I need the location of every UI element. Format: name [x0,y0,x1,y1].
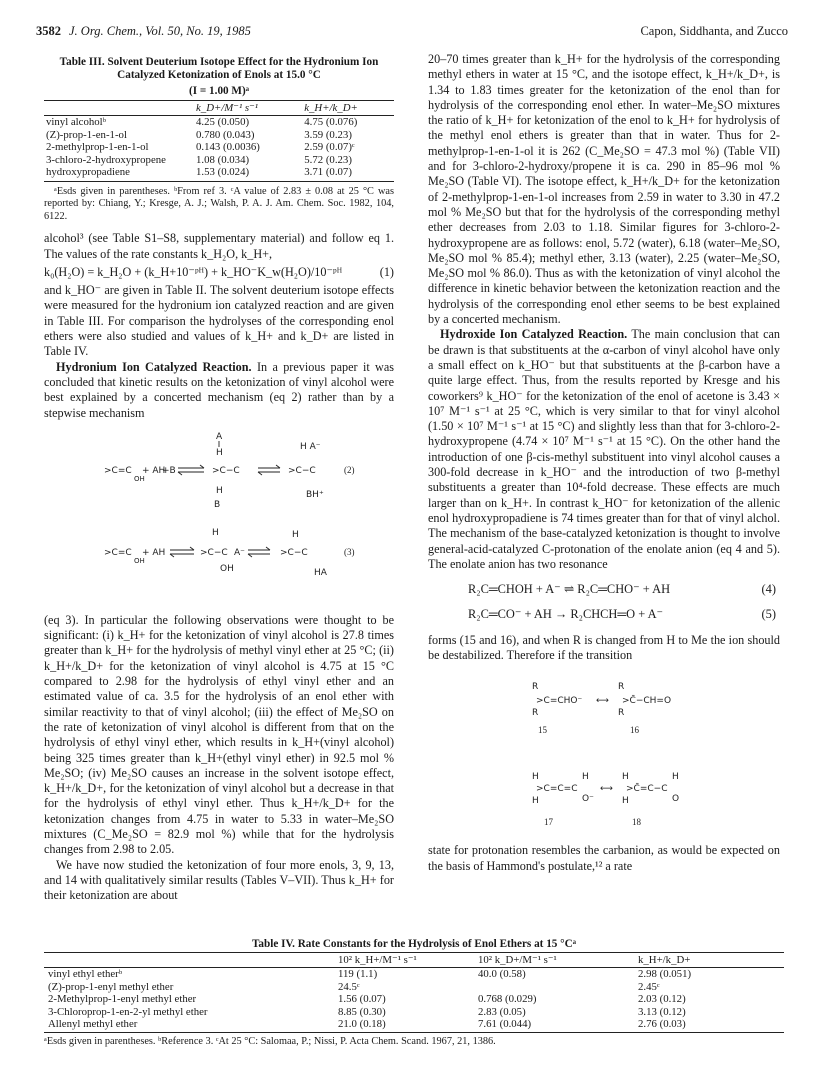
right-column [428,52,780,874]
page-number: 3582 [36,24,61,38]
equation-number: (4) [761,582,776,597]
table-row [44,154,394,167]
table-row [44,116,394,129]
scheme-eq3-label: (3) [344,546,355,557]
table3-col-ratio: k_H+/k_D+ [302,100,394,116]
table-cell: 3.71 (0.07) [302,166,394,181]
paragraph-text: The main conclusion that can be drawn is that substituents at the α-carbon of vinyl alcohol have only a small effect on k_HO⁻ but that substituents at the β-carbon have a quite large effect. Thus, from the results reported by Kresge and his coworkers⁹ k_HO⁻ for the ketonization of the enol of acetone is 3.43 × 10⁷ M⁻¹ s⁻¹ at 25 °C, which is very similar to that for vinyl alcohol (1.50 × 10⁷ M⁻¹ s⁻¹ at 15 °C) and slightly less than that for 3-chloro-2-hydroxypropene (4.74 × 10⁷ M⁻¹ s⁻¹ at 15 °C). On the other hand the introduction of one β-cis-methyl substituent into vinyl alcohol causes a 300-fold decrease in k_HO⁻ and the introduction of two β-methyl substituents a greater than 10⁴-fold decrease. These effects are much larger than on k_H+. In contrast k_HO⁻ for ketonization of the allenic enol hydroxypropadiene is 74 times greater than for that of vinyl alchol. The mechanism of the base-catalyzed ketonization is thought to involve general-acid-catalyzed C-protonation of the enolate anion (eq 4 and 5). The enolate anion has two resonance [428,327,781,571]
table3-header-row [44,100,394,116]
mechanism-drawing [44,427,394,607]
journal-citation: J. Org. Chem., Vol. 50, No. 19, 1985 [69,24,251,38]
paragraph: 20–70 times greater than k_H+ for the hydrolysis of the corresponding methyl ethers in water at 15 °C, and the isotope effect, k_H+/k_D+, is 1.34 to 1.83 times greater for the ketonization of the enol than for hydrolysis of the corresponding enol ether. In water–Me₂SO mixtures the ratio of k_H+ for ketonization of the enol to k_H+ for hydrolysis of the methyl enol ethers is greater than that in water. Thus for 2-methylprop-1-en-1-ol it is 262 (C_Me₂SO = 47.3 mol %) (Table VII) and for 3-chloro-2-hydroxy/propene it is ca. 290 in 85–96 mol % Me₂SO (Table VI). The isotope effect, k_H+/k_D+ for the ketonization of 2-methylprop-1-en-1-ol increases from 2.59 in water to 3.30 in 47.2 mol % Me₂SO but that for the hydrolysis of the corresponding methyl ether decreases from 2.03 to 1.18. Similar figures for 3-chloro-2-hydroxypropene are as follows: enol, 5.72 (water), 6.18 (water–Me₂SO, Me₂SO mol % 85.4); methyl ether, 3.13 (water), 2.25 (water–Me₂SO, Me₂SO mol % 86.0). Thus as with the ketonization of vinyl alcohol the difference in kinetic behavior between the ketonization reaction and the hydrolysis of the corresponding enol ether seems to be best explained by a concerted mechanism. [428,52,780,327]
table-cell: 24.5ᶜ [338,980,360,993]
svg-text:O⁻: O⁻ [582,794,594,805]
equation-number: (1) [379,264,394,279]
svg-text:H: H [292,529,299,540]
table4-col-ratio: k_H+/k_D+ [634,953,784,968]
resonance-structures [428,669,780,837]
paragraph: forms (15 and 16), and when R is changed from H to Me the ion should be destabilized. Therefore if the transition [428,632,780,662]
table-cell: 21.0 (0.18) [334,1018,474,1033]
svg-text:H: H [532,772,539,783]
structure-label: 15 [538,725,547,736]
table-cell: 2.03 (0.12) [638,993,686,1006]
svg-text:>C−C: >C−C [212,465,240,476]
table-cell: 7.61 (0.044) [474,1018,634,1033]
paragraph-hydroxide [428,327,780,572]
table4-col-kh: 10² k_H+/M⁻¹ s⁻¹ [334,953,474,968]
svg-text:>C=C=C: >C=C=C [536,784,578,795]
svg-text:BH⁺: BH⁺ [306,489,324,500]
paragraph: (eq 3). In particular the following observations were thought to be significant: (i) k_H+ for the ketonization of vinyl alcohol is 27.8 times greater than k_H+ for the hydrolysis of methyl vinyl ether at 25 °C; (ii) k_H+/k_D+ for the ketonization of vinyl alcohol is 4.75 at 15 °C compared to 2.98 for the hydrolysis of ethyl vinyl ether and an estimated value of ca. 3.5 for the hydrolysis of an enol ether with similar reactivity to that of vinyl alcohol; (iii) the effect of Me₂SO on the rate of ketonization of vinyl alcohol is different from that on the hydrolysis of ethyl vinyl ether, which results in k_H+(vinyl alcohol) being 325 times greater than k_H+(ethyl vinyl ether) in 92.5 mol % Me₂SO; (iv) Me₂SO causes an increase in the solvent isotope effect, k_H+/k_D+, for the ketonization of vinyl alcohol but a decrease in that for the hydrolysis of ethyl vinyl ether. Thus k_H+/k_D+ for the ketonization changes from 4.75 in water to 5.33 in water–Me₂SO mixtures (C_Me₂SO = 82.9 mol %) while that for the hydrolysis changes from 2.98 to 2.05. [44,612,394,857]
table-row [44,1006,784,1018]
paragraph-hydronium [44,360,394,421]
table4-block [44,938,784,1047]
table4-empty-header [44,953,334,968]
table-cell: vinyl ethyl etherᵇ [48,968,123,981]
table-cell: 0.143 (0.0036) [196,141,260,154]
table3-empty-header [44,100,194,116]
svg-text:H A⁻: H A⁻ [300,441,321,452]
paragraph-text: In a previous paper it was concluded that kinetic results on the ketonization of vinyl alcohol were best explained by a concerted mechanism (eq 2) rather than by a stepwise mechanism [44,359,395,420]
table-cell: 1.08 (0.034) [196,153,250,166]
svg-text:OH: OH [220,563,234,574]
svg-text:>C=C: >C=C [104,465,132,476]
header-left [36,24,251,39]
table-cell: 0.768 (0.029) [478,993,537,1006]
svg-text:H: H [212,527,219,538]
table-cell [474,981,634,993]
table-cell: 0.780 (0.043) [196,128,255,141]
table-cell: 1.53 (0.024) [194,166,302,181]
table3-condition: (I = 1.00 M)ᵃ [189,85,249,97]
equation-5 [428,607,780,622]
svg-text:+B: +B [162,465,176,476]
svg-text:>C−C: >C−C [200,547,228,558]
author-list: Capon, Siddhanta, and Zucco [640,24,788,38]
svg-text:+ AH: + AH [142,465,166,476]
table-cell: 2.98 (0.051) [638,968,692,981]
scheme-eq2-label: (2) [344,464,355,475]
table-cell: 4.25 (0.050) [196,116,250,129]
table4-col-kd: 10² k_D+/M⁻¹ s⁻¹ [474,953,634,968]
table-cell: 2-Methylprop-1-enyl methyl ether [48,993,197,1006]
table-cell: vinyl alcoholᵇ [46,116,107,129]
table-row [44,166,394,181]
table-row [44,1018,784,1033]
section-heading: Hydroxide Ion Catalyzed Reaction. [440,327,628,342]
svg-text:H: H [216,447,223,458]
table-cell: Allenyl methyl ether [44,1018,334,1033]
table3-col-kd: k_D+/M⁻¹ s⁻¹ [194,100,302,116]
svg-text:A: A [216,431,223,442]
table-row [44,968,784,981]
svg-text:HA: HA [314,567,327,578]
table-cell: 2.45ᶜ [638,980,660,993]
svg-text:H: H [672,772,679,783]
table-cell: 3-Chloroprop-1-en-2-yl methyl ether [48,1005,208,1018]
table-row [44,141,394,154]
table-cell: 2.76 (0.03) [634,1018,784,1033]
table4-title: Table IV. Rate Constants for the Hydrolysis of Enol Ethers at 15 °Cᵃ [251,938,577,950]
table-cell: 2-methylprop-1-en-1-ol [46,141,149,154]
paragraph: alcohol³ (see Table S1–S8, supplementary material) and follow eq 1. The values of the rate constants k_H₂O, k_H+, [44,231,394,261]
table-cell: 8.85 (0.30) [338,1005,386,1018]
equation-number: (5) [761,607,776,622]
table-cell: 2.59 (0.07)ᶜ [304,141,355,154]
svg-text:⟷: ⟷ [600,784,613,795]
equation-1 [44,265,394,280]
svg-text:H: H [532,796,539,807]
table-row [44,981,784,993]
table-cell: 3-chloro-2-hydroxypropene [46,153,166,166]
table4 [44,952,784,1033]
svg-text:+ AH: + AH [142,547,166,558]
table-cell: 5.72 (0.23) [304,153,352,166]
svg-text:>C−C: >C−C [280,547,308,558]
mechanism-scheme [44,427,394,607]
table3 [44,100,394,183]
equation-text: k₀(H₂O) = k_H₂O + (k_H+10⁻ᵖᴴ) + k_HO⁻K_w(H₂O)/10⁻ᵖᴴ [44,264,343,279]
section-heading: Hydronium Ion Catalyzed Reaction. [56,359,252,374]
svg-text:H: H [622,796,629,807]
svg-text:R: R [618,708,625,719]
table-cell: (Z)-prop-1-enyl methyl ether [48,980,174,993]
table-cell: 3.59 (0.23) [304,128,352,141]
table-cell: 3.13 (0.12) [638,1005,686,1018]
structure-label: 16 [630,725,639,736]
table-cell: 40.0 (0.58) [478,968,526,981]
table-cell: (Z)-prop-1-en-1-ol [46,128,127,141]
structure-label: 17 [544,817,553,828]
paragraph: state for protonation resembles the carbanion, as would be expected on the basis of Hammond's postulate,¹² a rate [428,843,780,873]
table-cell: 4.75 (0.076) [304,116,358,129]
svg-text:>C̄−CH=O: >C̄−CH=O [622,696,672,707]
svg-text:OH: OH [134,556,145,565]
table-row [44,993,784,1005]
structure-label: 18 [632,817,641,828]
svg-text:O: O [672,794,680,805]
page-header [36,24,788,42]
svg-text:OH: OH [134,474,145,483]
table-row [44,129,394,142]
equation-text: R₂C═CHOH + A⁻ ⇌ R₂C═CHO⁻ + AH [468,582,671,597]
table4-footnote: ᵃEsds given in parentheses. ᵇReference 3. ᶜAt 25 °C: Salomaa, P.; Nissi, P. Acta Chem. Scand. 1967, 21, 1386. [44,1036,496,1048]
left-column [44,52,394,903]
svg-text:B: B [214,499,221,510]
table3-title: Table III. Solvent Deuterium Isotope Effect for the Hydronium Ion Catalyzed Ketonization of Enols at 15.0 °C [59,56,379,81]
table4-header-row [44,953,784,968]
svg-text:R: R [618,682,625,693]
svg-text:>C=C: >C=C [104,547,132,558]
table-cell: 1.56 (0.07) [338,993,386,1006]
paragraph: We have now studied the ketonization of four more enols, 3, 9, 13, and 14 with qualitatively similar results (Tables V–VII). Thus k_H+ for their ketonization are about [44,857,394,903]
svg-text:>C−C: >C−C [288,465,316,476]
equation-text: R₂C═CO⁻ + AH → R₂CHCH═O + A⁻ [468,607,664,622]
equation-4 [428,582,780,597]
svg-text:>C=CHO⁻: >C=CHO⁻ [536,696,583,707]
table-cell: hydroxypropadiene [44,166,194,181]
svg-text:A⁻: A⁻ [234,547,245,558]
table-cell: 119 (1.1) [338,968,378,981]
table3-footnote: ᵃEsds given in parentheses. ᵇFrom ref 3. ᶜA value of 2.83 ± 0.08 at 25 °C was reported by: Chiang, Y.; Kresge, A. J.; Walsh, P. A. J. Am. Chem. Soc. 1982, 104, 6122. [44,186,394,222]
svg-text:>C̄=C−C: >C̄=C−C [626,784,668,795]
svg-text:R: R [532,708,539,719]
svg-text:⟷: ⟷ [596,696,609,707]
table-cell: 2.83 (0.05) [478,1005,526,1018]
svg-text:H: H [582,772,589,783]
svg-text:R: R [532,682,539,693]
svg-text:H: H [622,772,629,783]
paragraph: and k_HO⁻ are given in Table II. The solvent deuterium isotope effects were measured for the hydronium ion catalyzed reaction and are given in Table III. For comparison the hydrolyses of the corresponding enol ethers were also studied and values of k_H+ and k_D+ are listed in Table IV. [44,283,394,359]
svg-text:H: H [216,485,223,496]
resonance-drawing [428,669,780,837]
